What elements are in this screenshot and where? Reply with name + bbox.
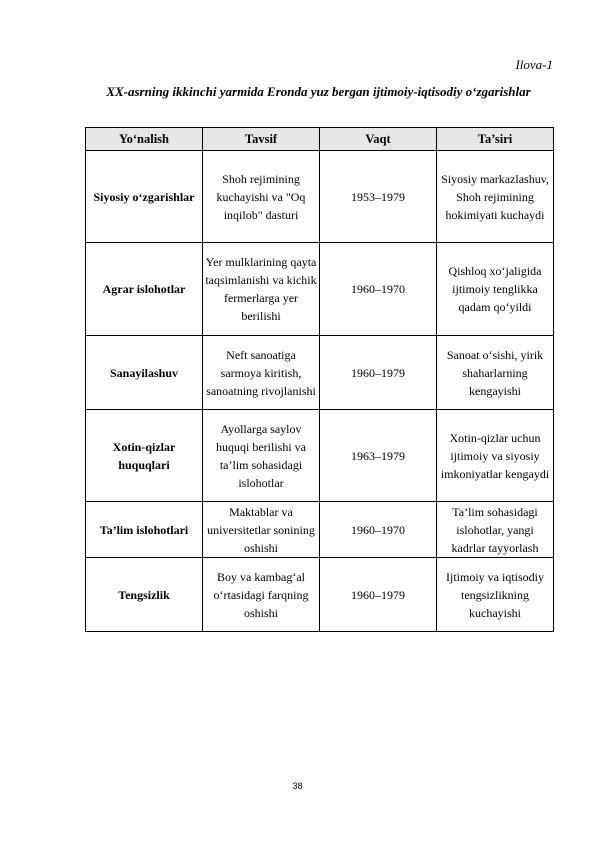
column-header-description: Tavsif: [203, 128, 320, 151]
column-header-direction: Yo‘nalish: [86, 128, 203, 151]
cell-direction: Sanayilashuv: [86, 336, 203, 410]
appendix-label: Ilova-1: [515, 57, 553, 72]
cell-impact: Sanoat o‘sishi, yirik shaharlarning kengayishi: [437, 336, 554, 410]
cell-time: 1960–1970: [320, 243, 437, 336]
cell-time: 1953–1979: [320, 151, 437, 243]
table-header-row: [86, 128, 554, 151]
cell-time: 1963–1979: [320, 410, 437, 502]
table-row: [86, 410, 554, 502]
cell-impact: Siyosiy markazlashuv, Shoh rejimining hokimiyati kuchaydi: [437, 151, 554, 243]
cell-direction: Siyosiy o‘zgarishlar: [86, 151, 203, 243]
cell-description: Maktablar va universitetlar sonining oshishi: [203, 502, 320, 558]
table-row: [86, 243, 554, 336]
cell-description: Yer mulklarining qayta taqsimlanishi va kichik fermerlarga yer berilishi: [203, 243, 320, 336]
cell-impact: Ijtimoiy va iqtisodiy tengsizlikning kuchayishi: [437, 558, 554, 632]
cell-impact: Ta’lim sohasidagi islohotlar, yangi kadrlar tayyorlash: [437, 502, 554, 558]
document-title: XX-asrning ikkinchi yarmida Eronda yuz bergan ijtimoiy-iqtisodiy o‘zgarishlar: [106, 84, 531, 99]
cell-description: Neft sanoatiga sarmoya kiritish, sanoatning rivojlanishi: [203, 336, 320, 410]
cell-time: 1960–1970: [320, 502, 437, 558]
column-header-impact: Ta’siri: [437, 128, 554, 151]
cell-time: 1960–1979: [320, 336, 437, 410]
table-row: [86, 558, 554, 632]
cell-direction: Agrar islohotlar: [86, 243, 203, 336]
cell-impact: Qishloq xo‘jaligida ijtimoiy tenglikka qadam qo‘yildi: [437, 243, 554, 336]
table-row: [86, 336, 554, 410]
table-row: [86, 502, 554, 558]
page-number: 38: [292, 781, 303, 791]
cell-time: 1960–1979: [320, 558, 437, 632]
cell-direction: Tengsizlik: [86, 558, 203, 632]
cell-impact: Xotin-qizlar uchun ijtimoiy va siyosiy imkoniyatlar kengaydi: [437, 410, 554, 502]
reforms-table: [85, 127, 554, 632]
cell-direction: Ta’lim islohotlari: [86, 502, 203, 558]
cell-description: Shoh rejimining kuchayishi va "Oq inqilob" dasturi: [203, 151, 320, 243]
cell-description: Ayollarga saylov huquqi berilishi va ta’lim sohasidagi islohotlar: [203, 410, 320, 502]
table-row: [86, 151, 554, 243]
cell-description: Boy va kambag‘al o‘rtasidagi farqning oshishi: [203, 558, 320, 632]
column-header-time: Vaqt: [320, 128, 437, 151]
cell-direction: Xotin-qizlar huquqlari: [86, 410, 203, 502]
